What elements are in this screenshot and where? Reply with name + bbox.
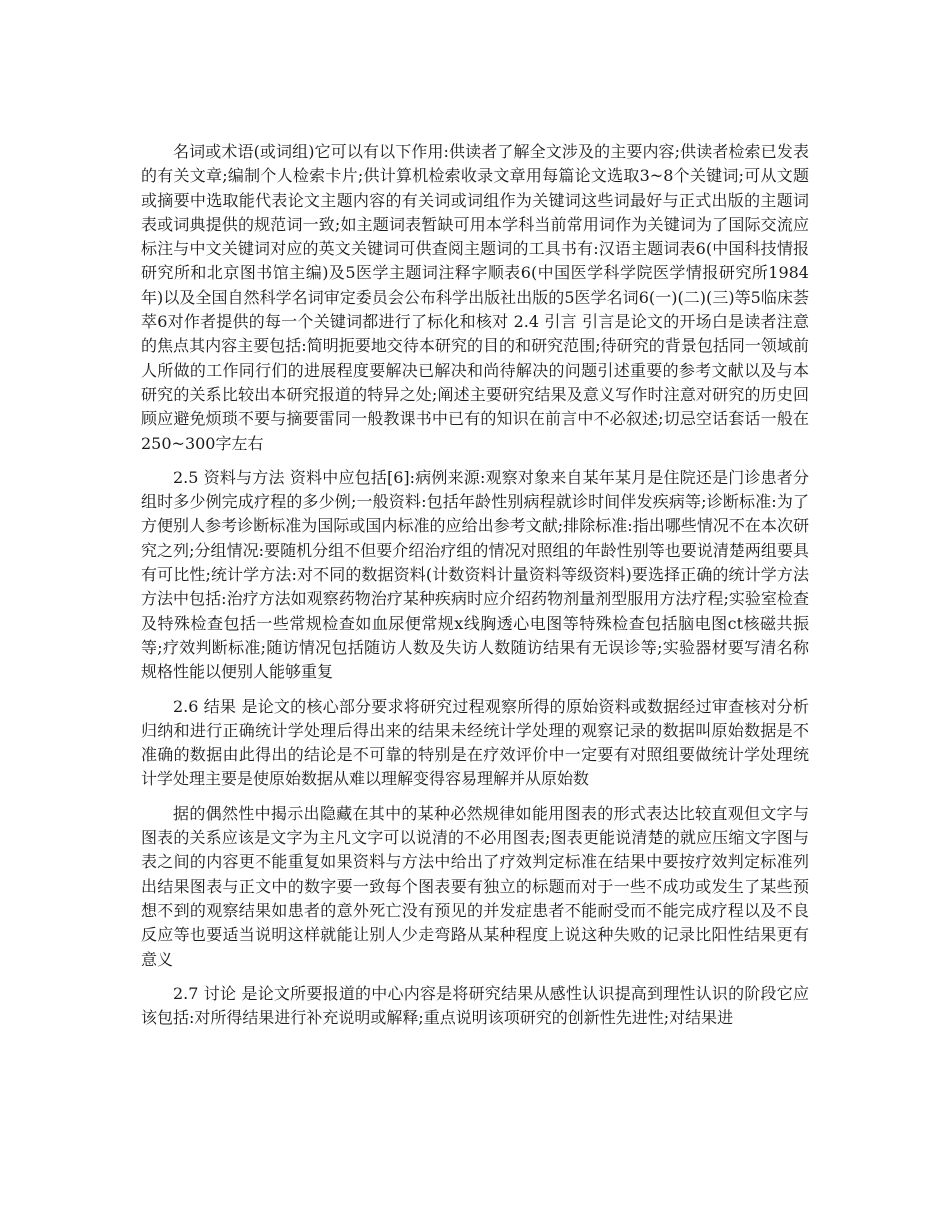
paragraph-results: 2.6 结果 是论文的核心部分要求将研究过程观察所得的原始资料或数据经过审查核对分析归纳和进行正确统计学处理后得出来的结果未经统计学处理的观察记录的数据叫原始数据是不准确的数据由此得出的结论是不可靠的特别是在疗效评价中一定要有对照组要做统计学处理统计学处理主要是使原始数据从难以理解变得容易理解并从原始数 <box>141 696 809 789</box>
paragraph-keywords-introduction: 名词或术语(或词组)它可以有以下作用:供读者了解全文涉及的主要内容;供读者检索已发表的有关文章;编制个人检索卡片;供计算机检索收录文章用每篇论文选取3~8个关键词;可从文题或摘要中选取能代表论文主题内容的有关词或词组作为关键词这些词最好与正式出版的主题词表或词典提供的规范词一致;如主题词表暂缺可用本学科当前常用词作为关键词为了国际交流应标注与中文关键词对应的英文关键词可供查阅主题词的工具书有:汉语主题词表6(中国科技情报研究所和北京图书馆主编)及5医学主题词注释字顺表6(中国医学科学院医学情报研究所1984年)以及全国自然科学名词审定委员会公布科学出版社出版的5医学名词6(一)(二)(三)等5临床荟萃6对作者提供的每一个关键词都进行了标化和核对 2.4 引言 引言是论文的开场白是读者注意的焦点其内容主要包括:简明扼要地交待本研究的目的和研究范围;待研究的背景包括同一领域前人所做的工作同行们的进展程度要解决已解决和尚待解决的问题引述重要的参考文献以及与本研究的关系比较出本研究报道的特异之处;阐述主要研究结果及意义写作时注意对研究的历史回顾应避免烦琐不要与摘要雷同一般教课书中已有的知识在前言中不必叙述;切忌空话套话一般在250~300字左右 <box>141 142 809 453</box>
document-body <box>141 140 809 1040</box>
paragraph-results-continued: 据的偶然性中揭示出隐藏在其中的某种必然规律如能用图表的形式表达比较直观但文字与图表的关系应该是文字为主凡文字可以说清的不必用图表;图表更能说清楚的就应压缩文字图与表之间的内容更不能重复如果资料与方法中给出了疗效判定标准在结果中要按疗效判定标准列出结果图表与正文中的数字要一致每个图表要有独立的标题而对于一些不成功或发生了某些预想不到的观察结果如患者的意外死亡没有预见的并发症患者不能耐受而不能完成疗程以及不良反应等也要适当说明这样就能让别人少走弯路从某种程度上说这种失败的记录比阳性结果更有意义 <box>141 803 809 969</box>
paragraph-discussion: 2.7 讨论 是论文所要报道的中心内容是将研究结果从感性认识提高到理性认识的阶段它应该包括:对所得结果进行补充说明或解释;重点说明该项研究的创新性先进性;对结果进 <box>141 983 809 1028</box>
paragraph-materials-methods: 2.5 资料与方法 资料中应包括[6]:病例来源:观察对象来自某年某月是住院还是门诊患者分组时多少例完成疗程的多少例;一般资料:包括年龄性别病程就诊时间伴发疾病等;诊断标准:为了方便别人参考诊断标准为国际或国内标准的应给出参考文献;排除标准:指出哪些情况不在本次研究之列;分组情况:要随机分组不但要介绍治疗组的情况对照组的年龄性别等也要说清楚两组要具有可比性;统计学方法:对不同的数据资料(计数资料计量资料等级资料)要选择正确的统计学方法方法中包括:治疗方法如观察药物治疗某种疾病时应介绍药物剂量剂型服用方法疗程;实验室检查及特殊检查包括一些常规检查如血尿便常规x线胸透心电图等特殊检查包括脑电图ct核磁共振等;疗效判断标准;随访情况包括随访人数及失访人数随访结果有无误诊等;实验器材要写清名称规格性能以便别人能够重复 <box>141 467 809 682</box>
